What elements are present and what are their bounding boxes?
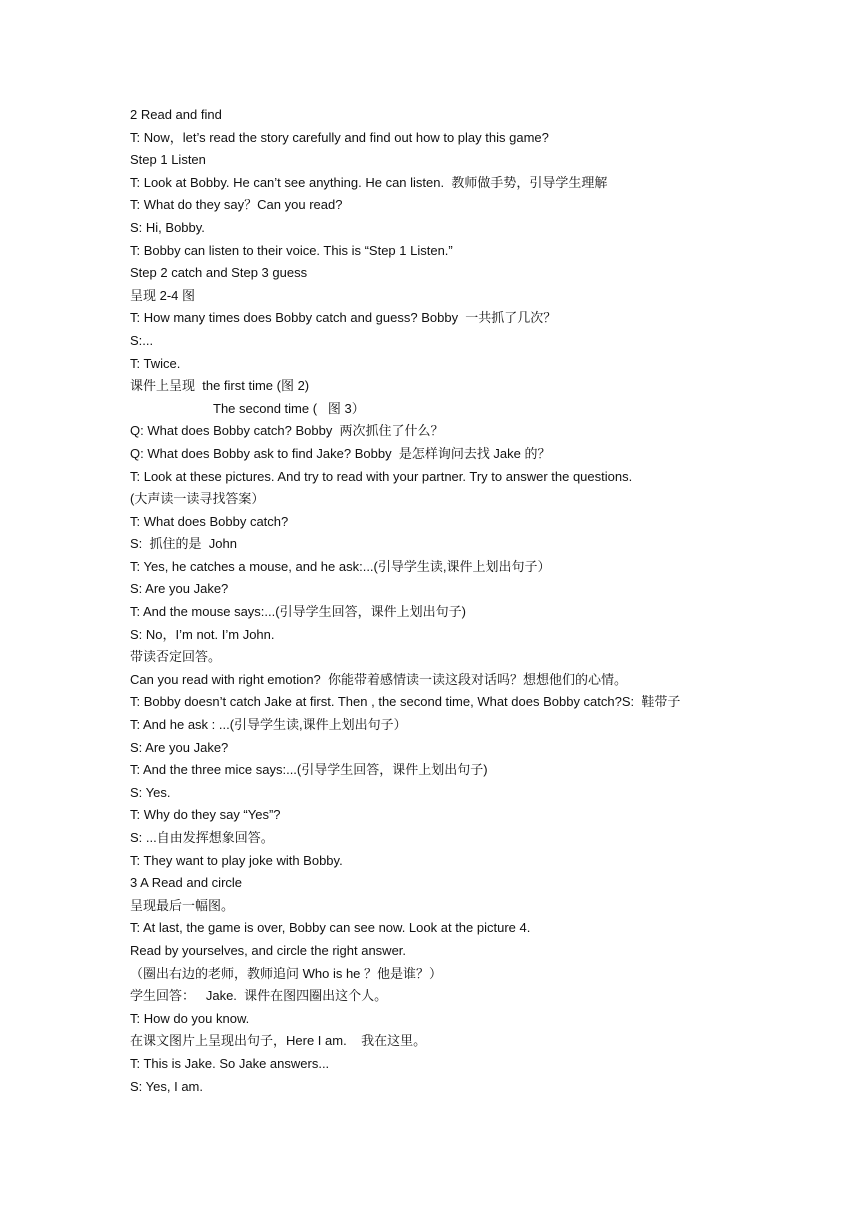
text-line: T: Twice.	[130, 355, 181, 371]
text-line: S:...	[130, 332, 154, 348]
text-line: S: Are you Jake?	[130, 581, 229, 597]
section-heading: 2 Read and find	[130, 107, 222, 122]
text-line: T: And the mouse says:...(引导学生回答，课件上划出句子)	[130, 604, 466, 620]
text-line: T: How do you know.	[130, 1010, 250, 1026]
text-line: 课件上呈现 the first time (图 2)	[130, 378, 310, 394]
text-line: S: Yes.	[130, 784, 171, 800]
text-line: T: Why do they say “Yes”?	[130, 807, 281, 823]
text-line: S: ...自由发挥想象回答。	[130, 830, 274, 845]
text-line: （圈出右边的老师，教师追问 Who is he ？他是谁？）	[130, 965, 443, 981]
text-line: T: And he ask : ...(引导学生读,课件上划出句子）	[130, 717, 407, 733]
text-line: S: Yes, I am.	[130, 1078, 203, 1094]
text-line: 呈现最后一幅图。	[130, 897, 235, 913]
text-line: T: Look at Bobby. He can’t see anything. He can listen. 教师做手势，引导学生理解	[130, 174, 608, 190]
text-line: T: What does Bobby catch?	[130, 513, 289, 529]
text-line: 呈现 2-4 图	[130, 287, 196, 303]
question-line: Q: What does Bobby ask to find Jake? Bobby 是怎样询问去找 Jake 的？	[130, 445, 551, 461]
text-line: 在课文图片上呈现出句子，Here I am. 我在这里。	[130, 1033, 427, 1049]
text-line: S: Are you Jake?	[130, 739, 229, 755]
text-line: T: Now，let’s read the story carefully and find out how to play this game?	[130, 129, 549, 145]
text-line: 带读否定回答。	[130, 649, 222, 665]
step-heading: Step 2 catch and Step 3 guess	[130, 265, 308, 281]
section-heading: 3 A Read and circle	[130, 875, 243, 891]
document-page	[130, 104, 750, 1098]
text-line: T: Look at these pictures. And try to read with your partner. Try to answer the questions.	[130, 468, 633, 484]
text-line: T: Bobby can listen to their voice. This is “Step 1 Listen.”	[130, 242, 453, 258]
text-line: S: No，I’m not. I’m John.	[130, 626, 275, 642]
text-line: T: This is Jake. So Jake answers...	[130, 1055, 330, 1071]
text-line: S: 抓住的是 John	[130, 536, 237, 552]
text-line: Can you read with right emotion? 你能带着感情读一读这段对话吗？想想他们的心情。	[130, 671, 627, 687]
text-line: T: They want to play joke with Bobby.	[130, 852, 343, 868]
text-line: Read by yourselves, and circle the right answer.	[130, 942, 407, 958]
indented-text-line: The second time ( 图 3）	[213, 400, 365, 416]
step-heading: Step 1 Listen	[130, 152, 206, 168]
text-line: T: And the three mice says:...(引导学生回答，课件上划出句子)	[130, 762, 488, 778]
text-line: T: What do they say？Can you read?	[130, 197, 343, 213]
text-line: (大声读一读寻找答案）	[130, 491, 265, 507]
text-line: T: Yes, he catches a mouse, and he ask:...(引导学生读,课件上划出句子）	[130, 558, 551, 574]
question-line: Q: What does Bobby catch? Bobby 两次抓住了什么？	[130, 423, 444, 439]
text-line: T: Bobby doesn’t catch Jake at first. Then , the second time, What does Bobby catch?S: 鞋带子	[130, 694, 681, 710]
text-line: 学生回答： Jake. 课件在图四圈出这个人。	[130, 988, 388, 1004]
text-line: S: Hi, Bobby.	[130, 219, 205, 235]
text-line: T: At last, the game is over, Bobby can see now. Look at the picture 4.	[130, 920, 531, 936]
text-line: T: How many times does Bobby catch and guess? Bobby 一共抓了几次？	[130, 310, 557, 326]
